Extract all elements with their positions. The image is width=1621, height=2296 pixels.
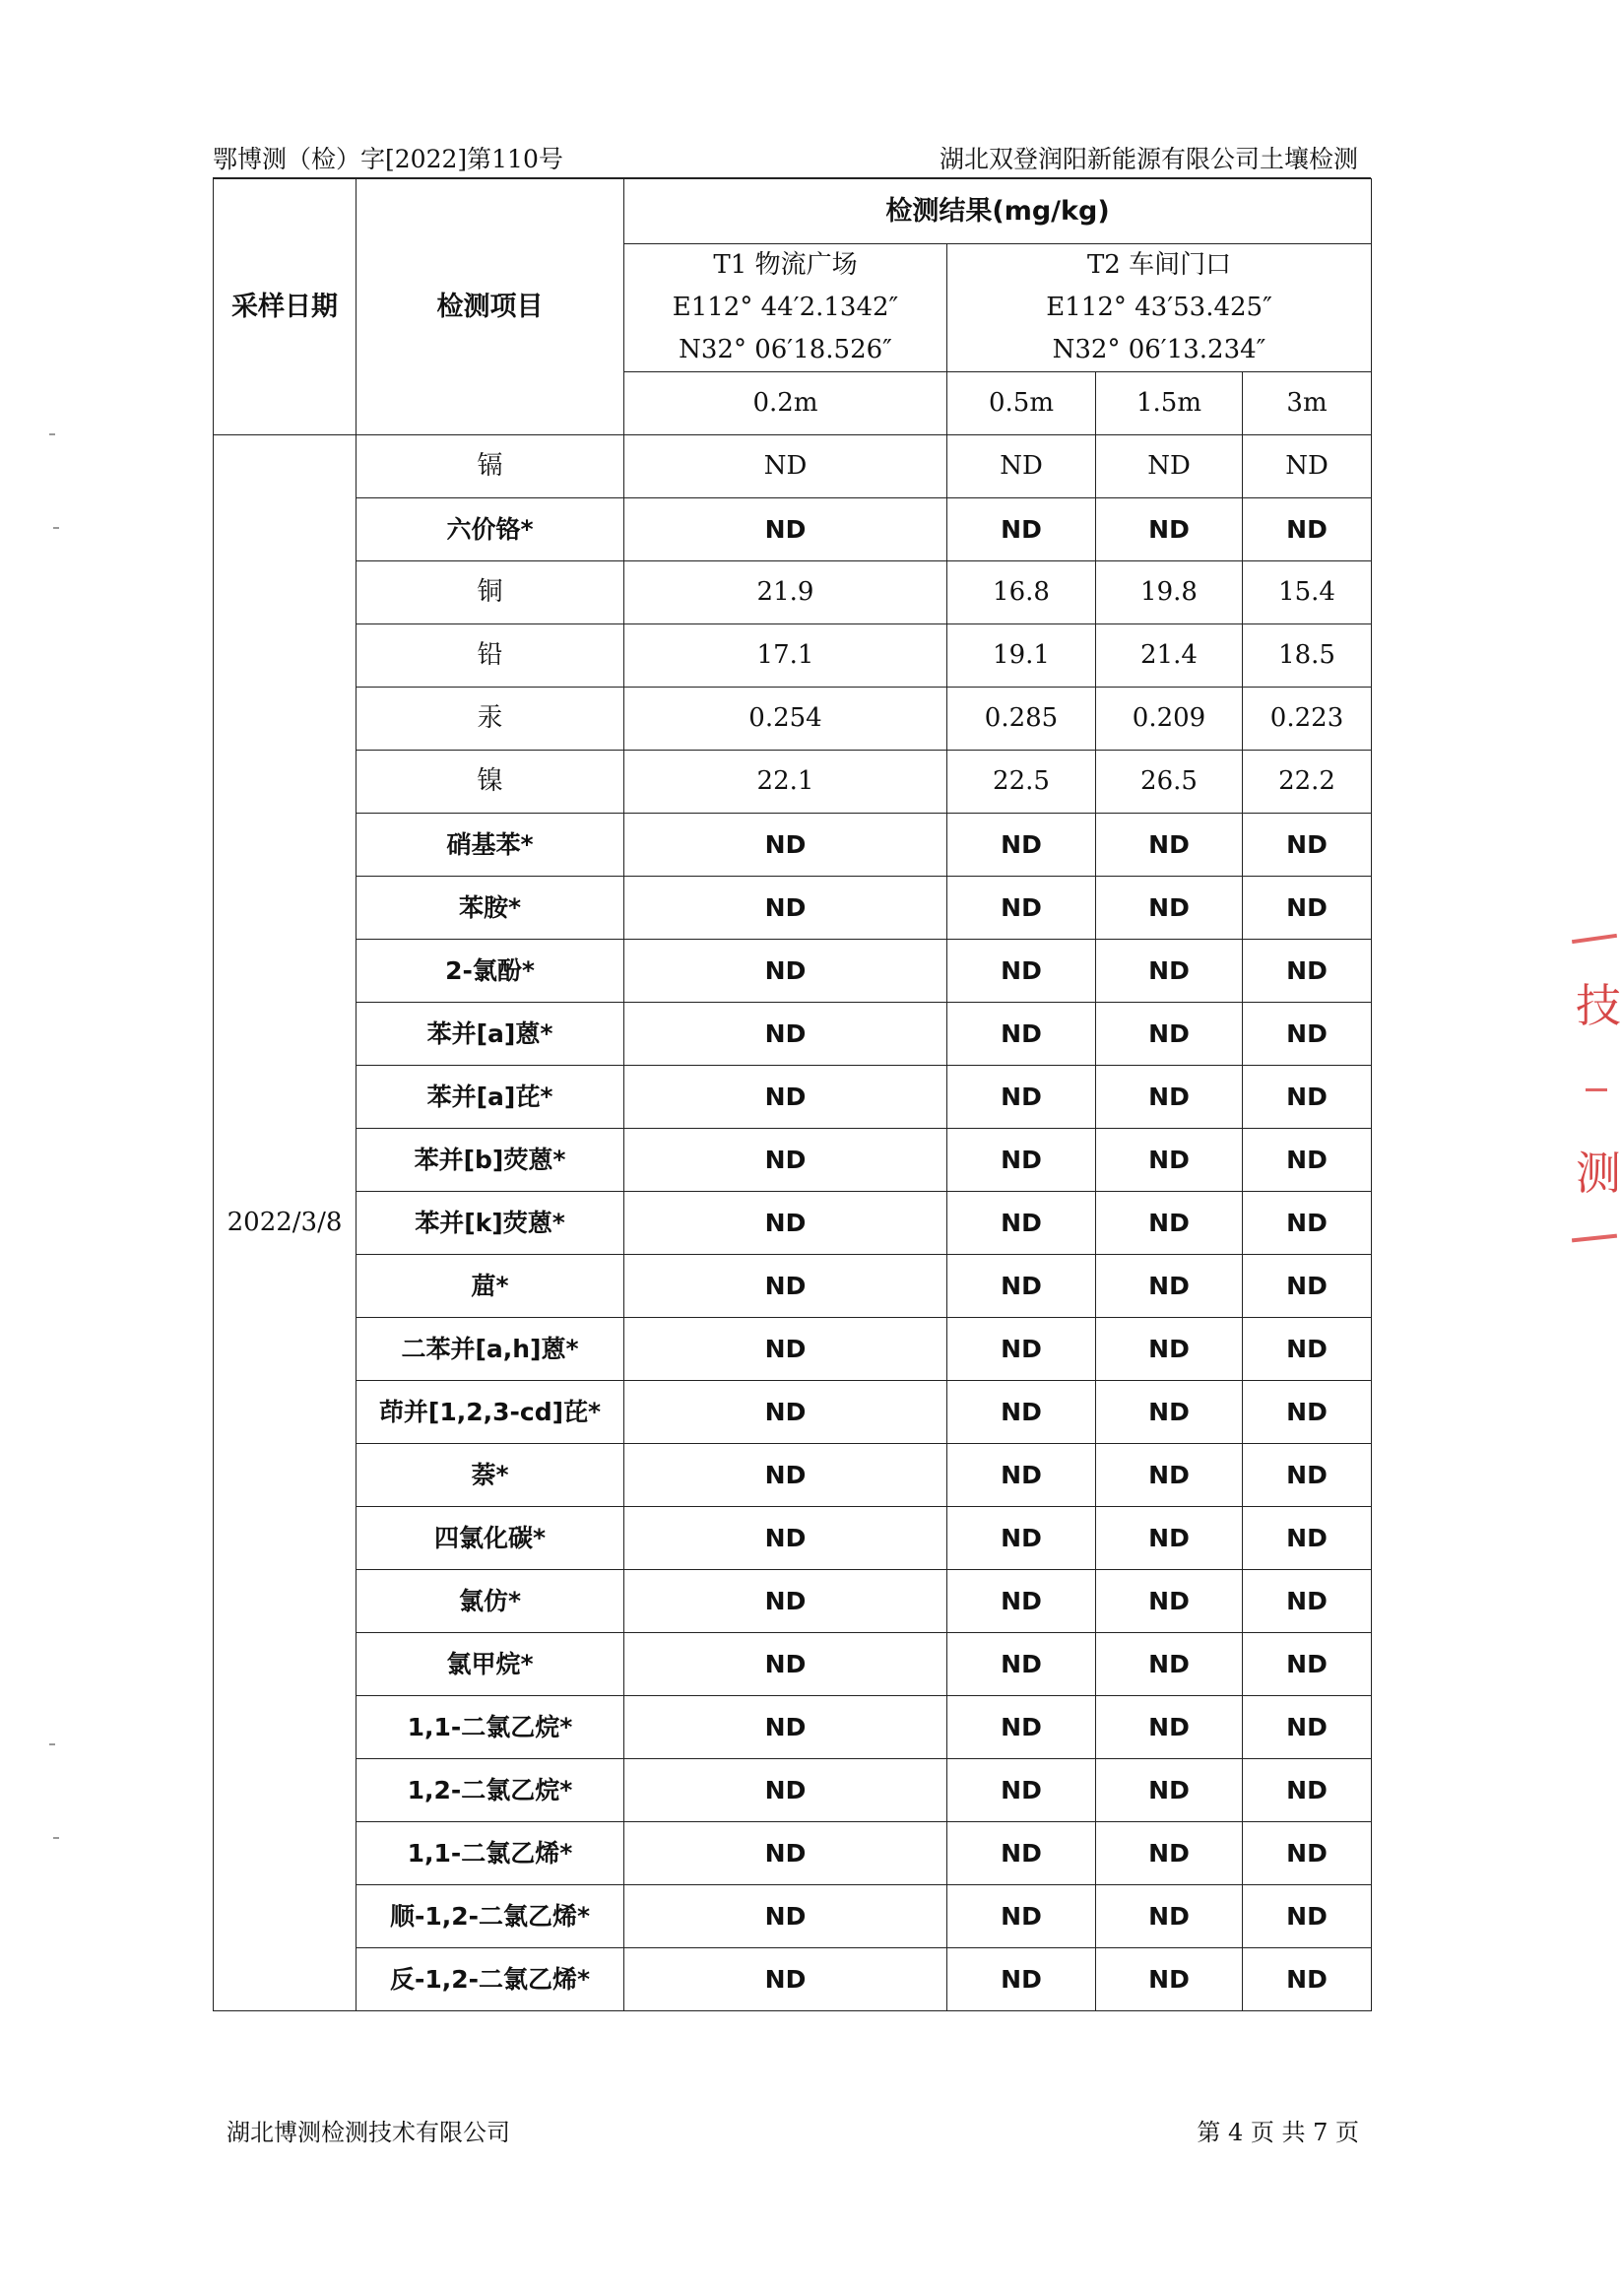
result-table [213,178,1372,2011]
result-cell: ND [947,1507,1096,1570]
result-cell: 15.4 [1243,561,1372,624]
table-row [214,1633,1372,1696]
result-cell: ND [1243,1255,1372,1318]
location-t1 [624,244,947,372]
result-cell: 16.8 [947,561,1096,624]
result-cell: ND [947,435,1096,498]
result-cell: ND [947,940,1096,1003]
table-row [214,814,1372,877]
table-row [214,1318,1372,1381]
table-row [214,1192,1372,1255]
result-cell: ND [624,1948,947,2011]
result-cell: ND [1243,1507,1372,1570]
item-name: 铜 [357,561,624,624]
table-row [214,1444,1372,1507]
result-cell: ND [947,1381,1096,1444]
item-name: 1,1-二氯乙烷* [357,1696,624,1759]
result-cell: ND [947,1318,1096,1381]
item-name: 苯并[b]荧蒽* [357,1129,624,1192]
result-cell: ND [1096,1381,1243,1444]
result-cell: 0.285 [947,688,1096,751]
result-cell: ND [1243,435,1372,498]
result-cell: 0.223 [1243,688,1372,751]
result-cell: ND [947,877,1096,940]
table-row [214,624,1372,688]
result-cell: ND [624,1444,947,1507]
table-row [214,1507,1372,1570]
result-cell: ND [1243,814,1372,877]
results-title: 检测结果(mg/kg) [624,179,1372,244]
location-t1-lat: N32° 06′18.526″ [679,335,892,364]
result-cell: 22.5 [947,751,1096,814]
result-cell: ND [624,1318,947,1381]
item-name: 氯甲烷* [357,1633,624,1696]
result-cell: ND [624,1633,947,1696]
item-name: 镍 [357,751,624,814]
result-cell: ND [1096,1570,1243,1633]
item-name: 1,1-二氯乙烯* [357,1822,624,1885]
result-cell: ND [1243,498,1372,561]
result-cell: ND [947,1633,1096,1696]
result-cell: ND [1243,1696,1372,1759]
table-row [214,940,1372,1003]
item-name: 六价铬* [357,498,624,561]
location-t1-name: T1 物流广场 [713,250,858,280]
result-cell: ND [947,814,1096,877]
result-cell: ND [1096,1003,1243,1066]
item-name: 镉 [357,435,624,498]
result-cell: ND [624,1381,947,1444]
item-name: 苯并[a]芘* [357,1066,624,1129]
result-cell: ND [1243,1003,1372,1066]
result-cell: ND [947,1129,1096,1192]
result-cell: ND [947,1759,1096,1822]
result-cell: ND [624,814,947,877]
result-cell: ND [1096,877,1243,940]
table-row [214,1129,1372,1192]
item-name: 顺-1,2-二氯乙烯* [357,1885,624,1948]
item-name: 苯胺* [357,877,624,940]
result-cell: ND [1096,1822,1243,1885]
result-cell: ND [1243,877,1372,940]
footer-company: 湖北博测检测技术有限公司 [227,2119,510,2146]
result-cell: ND [1096,940,1243,1003]
location-t2-lat: N32° 06′13.234″ [1052,335,1266,364]
result-cell: ND [624,1570,947,1633]
result-cell: ND [624,1066,947,1129]
result-cell: ND [1096,1507,1243,1570]
table-row [214,561,1372,624]
table-row [214,498,1372,561]
result-cell: ND [947,1255,1096,1318]
item-name: 汞 [357,688,624,751]
scan-mark [49,433,55,435]
sampling-date: 2022/3/8 [214,435,357,2011]
result-cell: ND [1096,1444,1243,1507]
result-cell: ND [1243,1759,1372,1822]
seal-char: 测 [1576,1147,1621,1200]
result-cell: ND [1243,1885,1372,1948]
result-cell: ND [947,498,1096,561]
result-cell: ND [1243,940,1372,1003]
result-cell: ND [1096,435,1243,498]
page-footer [227,2113,1359,2148]
item-name: 氯仿* [357,1570,624,1633]
result-cell: ND [1096,1129,1243,1192]
item-name: 四氯化碳* [357,1507,624,1570]
result-cell: ND [624,1129,947,1192]
table-row [214,751,1372,814]
table-row [214,1696,1372,1759]
result-cell: ND [947,1822,1096,1885]
result-cell: ND [1096,1192,1243,1255]
table-row [214,1948,1372,2011]
table-row [214,1570,1372,1633]
result-cell: ND [1243,1129,1372,1192]
depth-header: 0.2m [624,372,947,435]
col-header-item: 检测项目 [357,179,624,435]
result-cell: ND [624,1822,947,1885]
result-cell: ND [624,1192,947,1255]
table-row [214,688,1372,751]
result-cell: 21.4 [1096,624,1243,688]
result-cell: ND [624,1003,947,1066]
item-name: 苯并[k]荧蒽* [357,1192,624,1255]
item-name: 萘* [357,1444,624,1507]
scan-mark [53,1837,59,1839]
table-row [214,1003,1372,1066]
result-cell: ND [1243,1633,1372,1696]
result-cell: ND [1096,814,1243,877]
result-cell: ND [1096,1066,1243,1129]
result-cell: ND [1243,1192,1372,1255]
result-cell: ND [947,1570,1096,1633]
result-cell: ND [624,1255,947,1318]
location-t2 [947,244,1372,372]
result-cell: ND [624,1507,947,1570]
result-cell: ND [1243,1948,1372,2011]
item-name: 1,2-二氯乙烷* [357,1759,624,1822]
table-row [214,1066,1372,1129]
seal-stroke [1572,1234,1617,1243]
location-t2-name: T2 车间门口 [1086,250,1232,280]
table-row [214,1885,1372,1948]
result-cell: ND [624,1759,947,1822]
table-body [214,435,1372,2011]
result-cell: ND [1096,1759,1243,1822]
result-cell: ND [624,940,947,1003]
table-row [214,877,1372,940]
result-cell: ND [1243,1822,1372,1885]
result-cell: ND [1096,1633,1243,1696]
item-name: 苯并[a]蒽* [357,1003,624,1066]
red-seal-fragment [1572,931,1621,1246]
result-cell: ND [1096,1318,1243,1381]
result-cell: ND [947,1444,1096,1507]
result-cell: ND [1243,1444,1372,1507]
result-cell: 0.209 [1096,688,1243,751]
result-cell: 21.9 [624,561,947,624]
table-row [214,1822,1372,1885]
result-cell: 22.2 [1243,751,1372,814]
seal-char: 技 [1576,979,1621,1032]
depth-header: 3m [1243,372,1372,435]
result-cell: 22.1 [624,751,947,814]
result-cell: 19.1 [947,624,1096,688]
footer-page-number: 第 4 页 共 7 页 [1197,2119,1359,2146]
result-cell: ND [624,435,947,498]
result-cell: 26.5 [1096,751,1243,814]
result-cell: ND [1243,1066,1372,1129]
result-cell: ND [1243,1570,1372,1633]
result-cell: ND [1096,498,1243,561]
result-cell: ND [947,1066,1096,1129]
page-header [213,140,1358,175]
location-t2-lon: E112° 43′53.425″ [1046,293,1272,322]
item-name: 茚并[1,2,3-cd]芘* [357,1381,624,1444]
col-header-date: 采样日期 [214,179,357,435]
depth-header: 0.5m [947,372,1096,435]
result-cell: 19.8 [1096,561,1243,624]
result-cell: 17.1 [624,624,947,688]
result-cell: ND [947,1192,1096,1255]
item-name: 䓛* [357,1255,624,1318]
location-t1-lon: E112° 44′2.1342″ [672,293,899,322]
table-row [214,1381,1372,1444]
scan-mark [49,1743,55,1745]
result-cell: ND [1243,1381,1372,1444]
report-title: 湖北双登润阳新能源有限公司土壤检测 [939,145,1358,173]
table-row [214,1255,1372,1318]
item-name: 硝基苯* [357,814,624,877]
item-name: 反-1,2-二氯乙烯* [357,1948,624,2011]
report-number: 鄂博测（检）字[2022]第110号 [213,145,563,173]
result-cell: ND [947,1885,1096,1948]
item-name: 铅 [357,624,624,688]
result-cell: 0.254 [624,688,947,751]
result-cell: ND [624,1885,947,1948]
seal-stroke [1586,1088,1607,1091]
item-name: 二苯并[a,h]蒽* [357,1318,624,1381]
result-cell: ND [947,1696,1096,1759]
scan-mark [53,527,59,529]
table-row [214,1759,1372,1822]
seal-stroke [1572,934,1617,944]
depth-header: 1.5m [1096,372,1243,435]
result-cell: 18.5 [1243,624,1372,688]
result-cell: ND [1096,1696,1243,1759]
table-row [214,435,1372,498]
result-cell: ND [1096,1948,1243,2011]
result-cell: ND [1096,1885,1243,1948]
result-cell: ND [624,498,947,561]
result-cell: ND [947,1948,1096,2011]
result-cell: ND [947,1003,1096,1066]
result-cell: ND [1096,1255,1243,1318]
result-cell: ND [624,1696,947,1759]
result-cell: ND [1243,1318,1372,1381]
result-cell: ND [624,877,947,940]
item-name: 2-氯酚* [357,940,624,1003]
